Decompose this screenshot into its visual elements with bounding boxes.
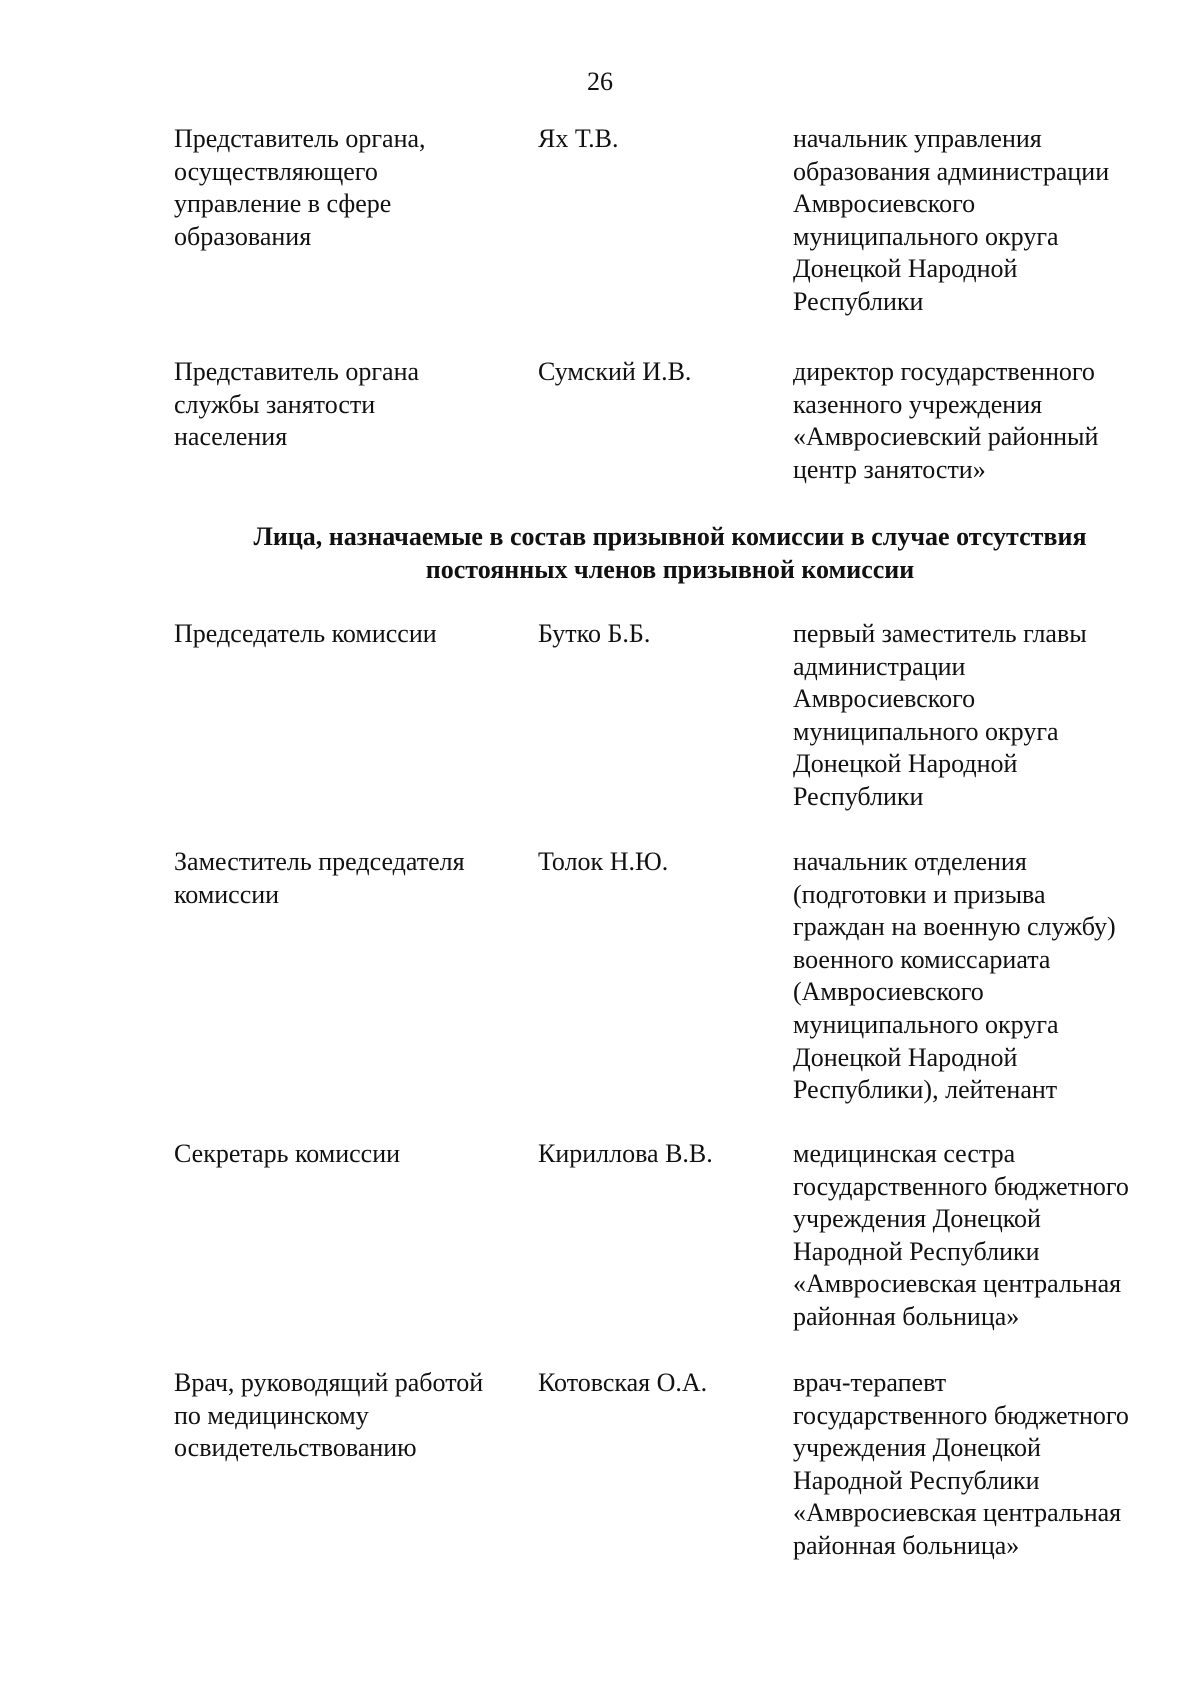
entry-position: директор государственного казенного учреждения «Амвросиевский районный центр занятости»: [793, 357, 1099, 484]
entry-name: Кириллова В.В.: [538, 1139, 713, 1168]
entry-name: Ях Т.В.: [538, 124, 619, 153]
entry-name: Котовская О.А.: [538, 1368, 708, 1397]
entry-role: Заместитель председателя комиссии: [174, 847, 465, 909]
entry-name: Сумский И.В.: [538, 357, 692, 386]
entry-position: начальник управления образования администрации Амвросиевского муниципального округа Донецкой Народной Республики: [793, 124, 1110, 316]
entry-role: Председатель комиссии: [174, 619, 437, 648]
page-number: 26: [587, 67, 613, 96]
entry-name: Бутко Б.Б.: [538, 619, 651, 648]
entry-role: Секретарь комиссии: [174, 1139, 401, 1168]
entry-position: врач-терапевт государственного бюджетного учреждения Донецкой Народной Республики «Амвросиевская центральная районная больница»: [793, 1368, 1129, 1560]
entry-role: Врач, руководящий работой по медицинскому освидетельствованию: [174, 1368, 484, 1463]
entry-position: медицинская сестра государственного бюджетного учреждения Донецкой Народной Республики «Амвросиевская центральная районная больница»: [793, 1139, 1129, 1331]
entry-position: начальник отделения (подготовки и призыва граждан на военную службу) военного комиссариата (Амвросиевского муниципального округа Донецкой Народной Республики), лейтенант: [793, 847, 1116, 1105]
entry-role: Представитель органа, осуществляющего управление в сфере образования: [174, 124, 426, 251]
section-heading: Лица, назначаемые в состав призывной комиссии в случае отсутствия постоянных членов призывной комиссии: [253, 522, 1087, 584]
entry-name: Толок Н.Ю.: [538, 847, 669, 876]
entry-position: первый заместитель главы администрации Амвросиевского муниципального округа Донецкой Народной Республики: [793, 619, 1087, 811]
entry-role: Представитель органа службы занятости населения: [174, 357, 420, 452]
